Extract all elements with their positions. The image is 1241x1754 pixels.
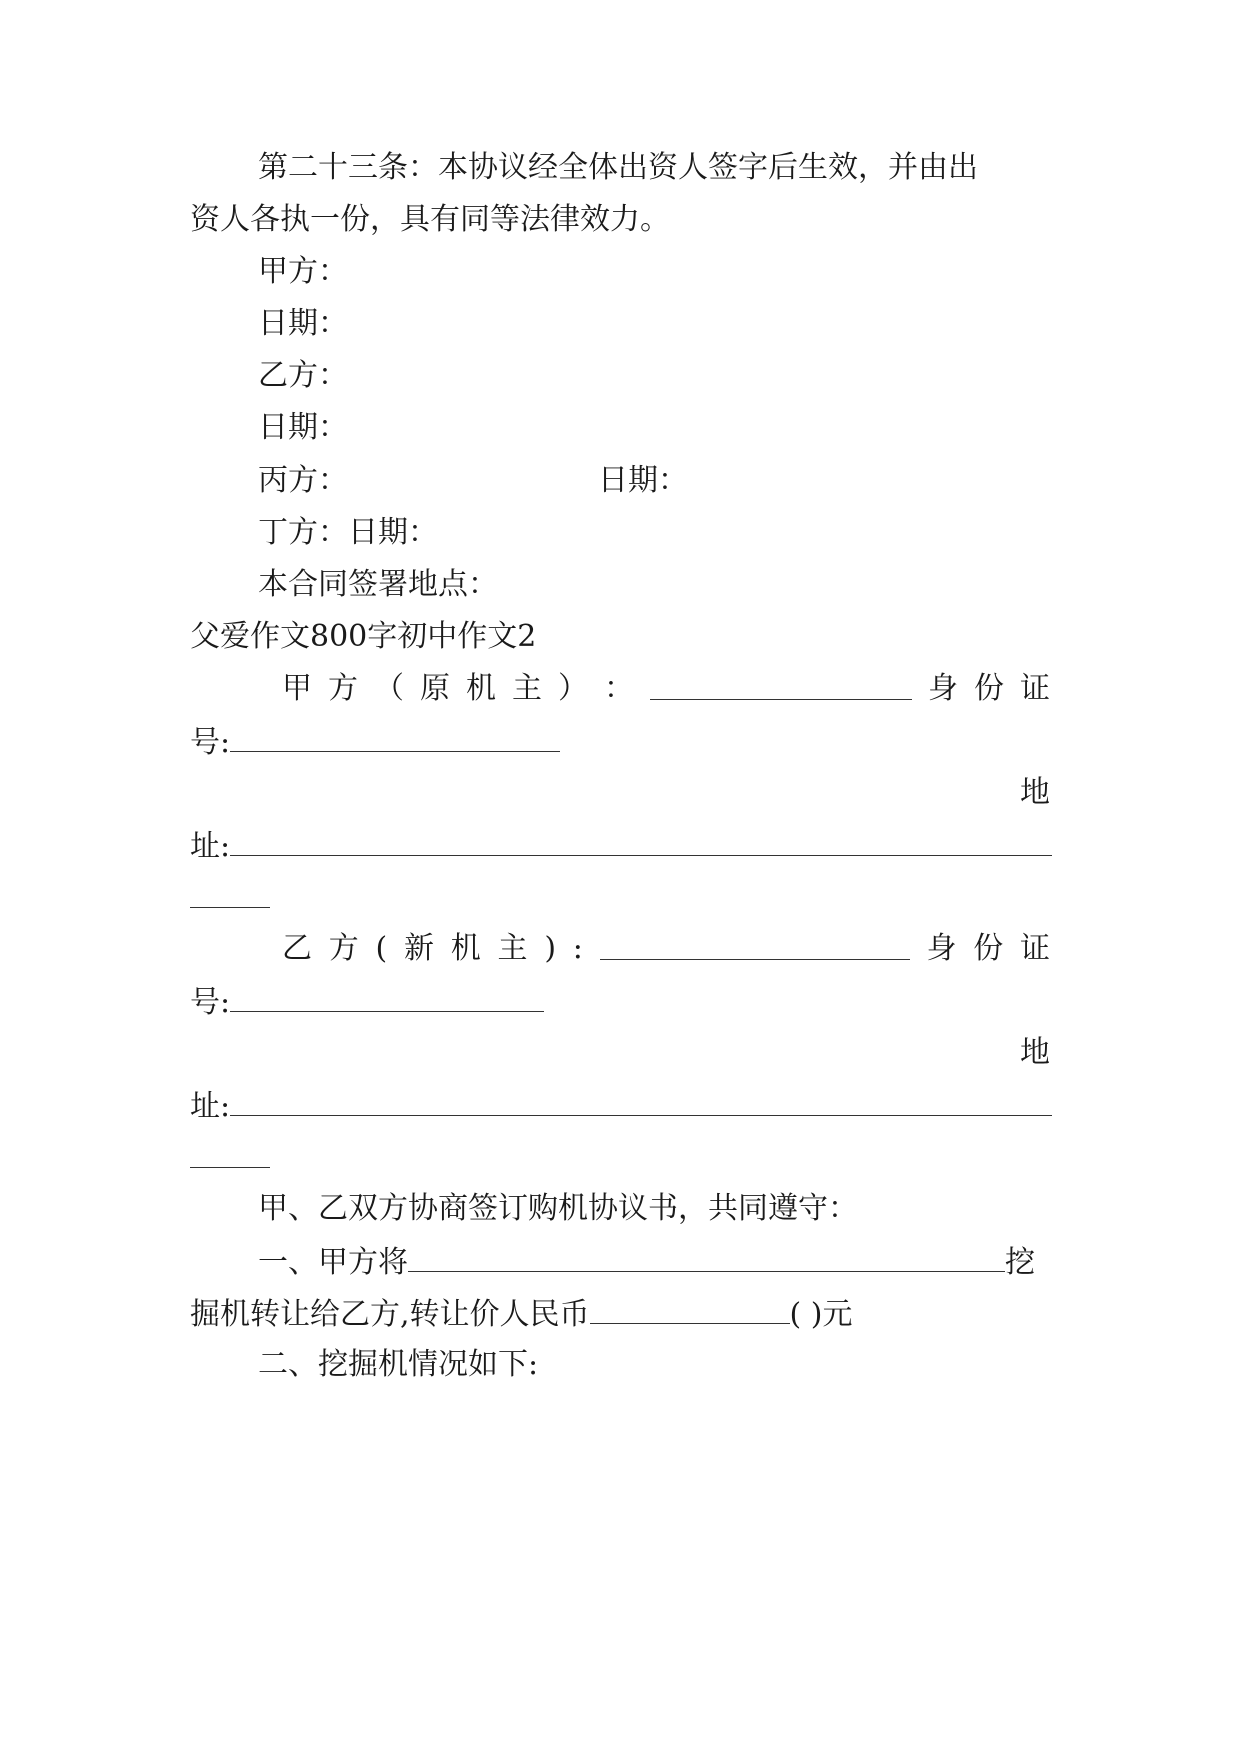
seller-address-blank-2 [190, 877, 270, 908]
clause-1-prefix: 一、甲方将 [258, 1245, 408, 1280]
buyer-address-blank [230, 1085, 1052, 1116]
seller-id-char: 份 [974, 671, 1004, 706]
seller-id-blank [230, 721, 560, 752]
date-label-2: 日期： [258, 410, 348, 445]
seller-char: 甲 [282, 671, 312, 706]
buyer-char: 方 [328, 931, 359, 966]
price-blank [590, 1293, 790, 1324]
buyer-id-char: 身 [926, 931, 957, 966]
clause-1-row [258, 1241, 1050, 1283]
seller-char: ： [604, 671, 634, 706]
clause-1-row-2 [190, 1293, 1050, 1335]
party-c-row [258, 461, 1050, 501]
buyer-char: ) [544, 931, 557, 966]
seller-name-blank [650, 669, 912, 700]
buyer-char: 乙 [282, 931, 312, 966]
agreement-intro: 甲、乙双方协商签订购机协议书，共同遵守： [258, 1191, 858, 1226]
buyer-id-blank [230, 981, 544, 1012]
sign-place-label: 本合同签署地点： [258, 567, 498, 602]
party-a-label: 甲方： [258, 254, 348, 289]
seller-address-blank [230, 825, 1052, 856]
seller-address-row [190, 825, 1050, 867]
seller-char: 机 [466, 671, 496, 706]
buyer-name-blank [600, 929, 910, 960]
seller-char: 方 [328, 671, 358, 706]
buyer-address-row [190, 1085, 1050, 1127]
buyer-char: 新 [404, 931, 435, 966]
buyer-id-row [190, 981, 1050, 1023]
article-23-line-2: 资人各执一份，具有同等法律效力。 [190, 202, 670, 237]
seller-address-label-1: 地 [1020, 775, 1050, 810]
buyer-char: 机 [450, 931, 481, 966]
buyer-char: ( [375, 931, 388, 966]
clause-2: 二、挖掘机情况如下: [258, 1347, 539, 1382]
buyer-address-continuation [190, 1137, 1050, 1179]
seller-address-label-2: 址: [190, 829, 231, 864]
party-b-label: 乙方： [258, 358, 348, 393]
buyer-id-char: 份 [973, 931, 1004, 966]
buyer-address-label-1: 地 [1020, 1035, 1050, 1070]
seller-char: （ [374, 671, 404, 706]
buyer-char: : [572, 931, 583, 966]
seller-id-label: 号: [190, 725, 231, 760]
section-heading: 父爱作文800字初中作文2 [190, 619, 537, 654]
buyer-id-char: 证 [1019, 931, 1050, 966]
buyer-address-label-2: 址: [190, 1089, 231, 1124]
seller-id-char: 身 [928, 671, 958, 706]
party-d-label: 丁方：日期： [258, 515, 438, 550]
buyer-row [282, 929, 1050, 969]
date-label-1: 日期： [258, 306, 348, 341]
buyer-id-label: 号: [190, 985, 231, 1020]
clause-1-blank [408, 1241, 1005, 1272]
seller-row [282, 669, 1050, 709]
seller-char: ） [558, 671, 588, 706]
seller-char: 主 [512, 671, 542, 706]
buyer-char: 主 [497, 931, 528, 966]
seller-address-continuation [190, 877, 1050, 919]
party-c-label: 丙方： [258, 463, 348, 498]
article-23-line-1: 第二十三条：本协议经全体出资人签字后生效，并由出 [258, 150, 978, 185]
seller-char: 原 [420, 671, 450, 706]
price-paren: ( )元 [789, 1297, 853, 1332]
seller-id-char: 证 [1020, 671, 1050, 706]
clause-1-line2-prefix: 掘机转让给乙方,转让价人民币 [190, 1297, 590, 1332]
seller-id-row [190, 721, 1050, 763]
clause-1-suffix: 挖 [1005, 1245, 1035, 1280]
buyer-address-blank-2 [190, 1137, 270, 1168]
party-c-date-label: 日期： [598, 463, 688, 498]
